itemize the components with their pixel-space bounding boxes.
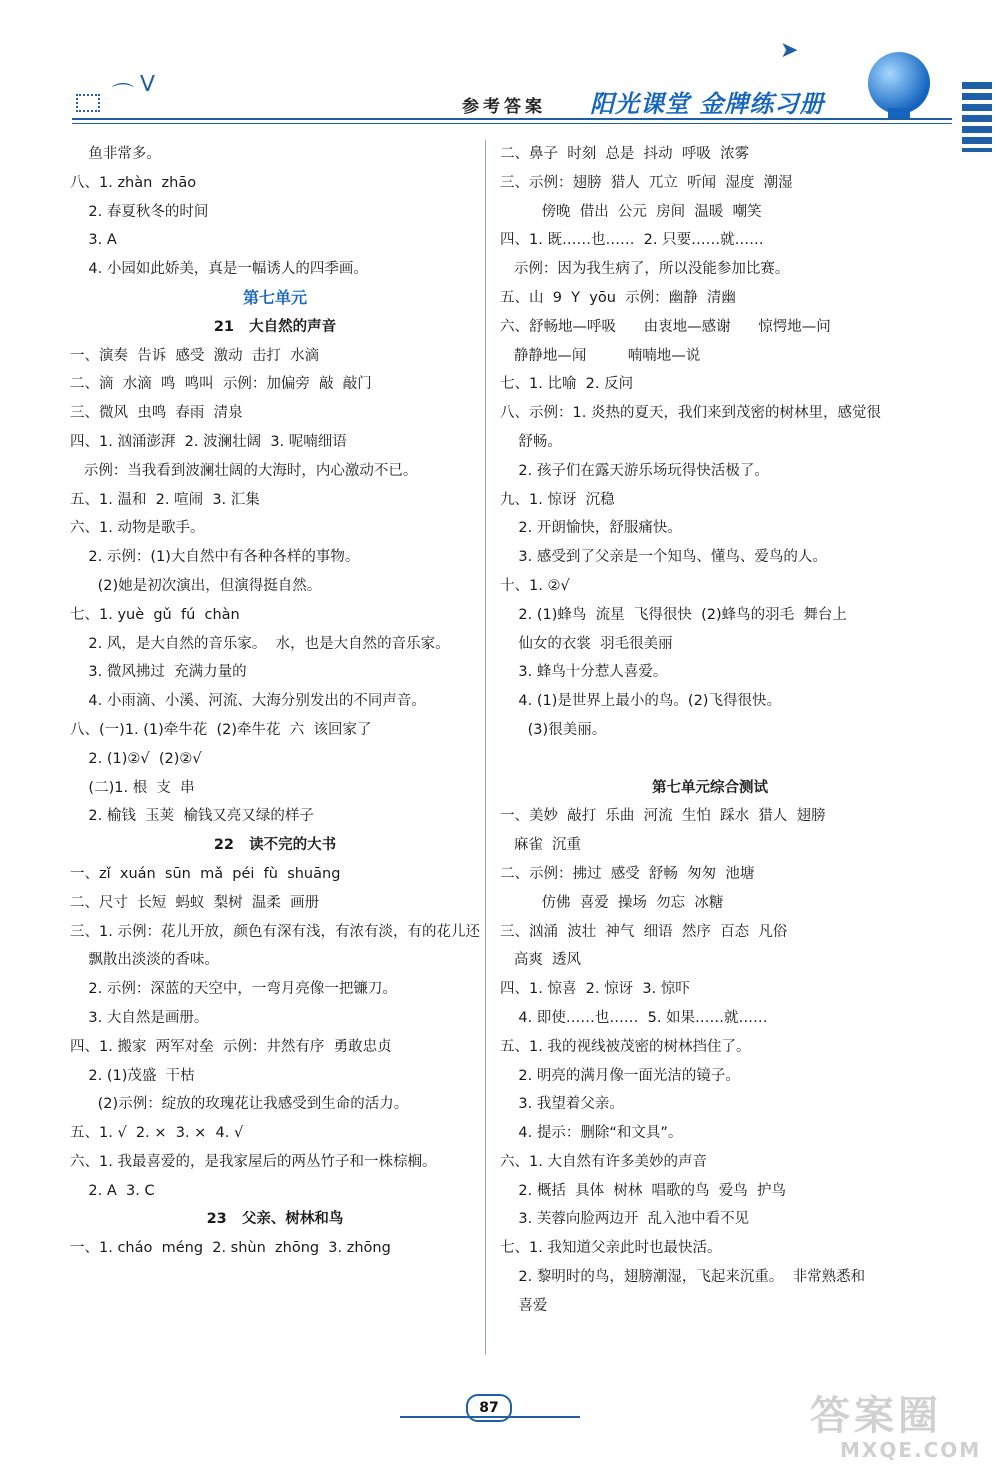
answer-line: 静静地—闻 喃喃地—说	[500, 347, 701, 364]
answer-line: 四、1. 既……也…… 2. 只要……就……	[500, 232, 764, 249]
answer-line: 十、1. ②√	[500, 577, 570, 594]
answer-line: (3)很美丽。	[500, 721, 607, 738]
answer-line: 3. 大自然是画册。	[70, 1009, 209, 1026]
answer-line: 四、1. 搬家 两军对垒 示例：井然有序 勇敢忠贞	[70, 1038, 392, 1055]
header-bars	[962, 82, 992, 152]
right-column	[500, 140, 920, 1321]
answer-line: 二、尺寸 长短 蚂蚁 梨树 温柔 画册	[70, 894, 320, 911]
answer-line: 九、1. 惊讶 沉稳	[500, 491, 615, 508]
answer-line: (二)1. 根 支 串	[70, 779, 195, 796]
answer-line: 五、山 9 Y yōu 示例：幽静 清幽	[500, 289, 736, 306]
answer-line: 八、1. zhàn zhāo	[70, 174, 197, 191]
answer-line: 三、汹涌 波壮 神气 细语 然序 百态 凡俗	[500, 923, 788, 940]
answer-line: 仙女的衣裳 羽毛很美丽	[500, 635, 673, 652]
answer-line: 八、示例：1. 炎热的夏天，我们来到茂密的树林里，感觉很	[500, 405, 881, 422]
answer-line: 一、1. cháo méng 2. shùn zhōng 3. zhōng	[70, 1240, 391, 1257]
section-heading: 第七单元综合测试	[652, 779, 768, 796]
answer-line: 四、1. 汹涌澎湃 2. 波澜壮阔 3. 呢喃细语	[70, 433, 347, 450]
answer-line: 高爽 透风	[500, 952, 582, 969]
bird-icon: ᐯ	[140, 72, 156, 97]
answer-line: 3. 微风拂过 充满力量的	[70, 664, 247, 681]
answer-label: 参考答案	[462, 97, 546, 117]
answer-line: 2. 春夏秋冬的时间	[70, 203, 209, 220]
answer-line: 飘散出淡淡的香味。	[70, 952, 219, 969]
header-rule	[72, 118, 952, 120]
answer-line: 五、1. 温和 2. 喧闹 3. 汇集	[70, 491, 260, 508]
column-divider	[485, 140, 486, 1355]
answer-line	[500, 745, 920, 774]
answer-line: 一、演奏 告诉 感受 激动 击打 水滴	[70, 347, 320, 364]
left-column	[70, 140, 480, 1263]
answer-line: 八、(一)1. (1)牵牛花 (2)牵牛花 六 该回家了	[70, 721, 372, 738]
watermark-logo: 答案圈	[810, 1393, 942, 1439]
answer-line: 2. 示例：深蓝的天空中，一弯月亮像一把镰刀。	[70, 981, 397, 998]
answer-line: 三、示例：翅膀 猎人 兀立 听闻 湿度 潮湿	[500, 174, 793, 191]
answer-line: 4. 小雨滴、小溪、河流、大海分别发出的不同声音。	[70, 693, 426, 710]
answer-line: 七、1. 我知道父亲此时也最快活。	[500, 1240, 722, 1257]
watermark-url: MXQE.COM	[840, 1438, 982, 1462]
bird-icon: ⌒	[112, 83, 135, 108]
section-heading: 23 父亲、树林和鸟	[206, 1211, 344, 1228]
section-heading: 21 大自然的声音	[213, 318, 337, 335]
bird-icon: ➤	[780, 38, 799, 63]
answer-line: 3. 蜂鸟十分惹人喜爱。	[500, 664, 668, 681]
answer-line: 喜爱	[500, 1297, 548, 1314]
header-decoration	[76, 94, 100, 112]
answer-line: 4. 小园如此娇美，真是一幅诱人的四季画。	[70, 261, 368, 278]
answer-line: 鱼非常多。	[70, 146, 161, 162]
answer-line: 二、滴 水滴 鸣 鸣叫 示例：加偏旁 敲 敲门	[70, 376, 372, 393]
answer-line: 示例：因为我生病了，所以没能参加比赛。	[500, 261, 790, 278]
answer-line: 傍晚 借出 公元 房间 温暖 嘲笑	[500, 203, 762, 220]
answer-line: 一、zǐ xuán sūn mǎ péi fù shuāng	[70, 865, 341, 882]
answer-line: 一、美妙 敲打 乐曲 河流 生怕 踩水 猎人 翅膀	[500, 808, 826, 825]
answer-line: 3. A	[70, 232, 117, 249]
answer-line: 六、1. 我最喜爱的，是我家屋后的两丛竹子和一株棕榈。	[70, 1153, 437, 1170]
answer-line: 五、1. √ 2. × 3. × 4. √	[70, 1125, 244, 1142]
answer-line: 二、示例：拂过 感受 舒畅 匆匆 池塘	[500, 865, 755, 882]
answer-line: 4. 即使……也…… 5. 如果……就……	[500, 1009, 768, 1026]
answer-line: 六、舒畅地—呼吸 由衷地—感谢 惊愕地—问	[500, 318, 831, 335]
answer-line: 麻雀 沉重	[500, 837, 582, 854]
answer-line: 3. 芙蓉向脸两边开 乱入池中看不见	[500, 1211, 750, 1228]
brand-title: 阳光课堂 金牌练习册	[590, 90, 825, 118]
answer-line: 2. (1)蜂鸟 流星 飞得很快 (2)蜂鸟的羽毛 舞台上	[500, 606, 847, 623]
answer-line: 3. 我望着父亲。	[500, 1096, 624, 1113]
page-header	[0, 0, 1000, 140]
answer-line: 三、1. 示例：花儿开放，颜色有深有浅，有浓有淡，有的花儿还	[70, 923, 480, 940]
answer-line: 七、1. yuè gǔ fú chàn	[70, 606, 240, 623]
answer-line: 五、1. 我的视线被茂密的树林挡住了。	[500, 1038, 751, 1055]
answer-line: 四、1. 惊喜 2. 惊讶 3. 惊吓	[500, 981, 690, 998]
answer-line: 二、鼻子 时刻 总是 抖动 呼吸 浓雾	[500, 146, 750, 162]
header-rule	[72, 123, 952, 124]
answer-line: 六、1. 动物是歌手。	[70, 520, 205, 537]
answer-line: 2. (1)②√ (2)②√	[70, 750, 202, 767]
answer-line: 2. A 3. C	[70, 1182, 155, 1199]
page-number: 87	[466, 1394, 512, 1422]
section-heading: 22 读不完的大书	[213, 837, 337, 854]
answer-line: (2)她是初次演出，但演得挺自然。	[70, 577, 322, 594]
answer-line: 2. 明亮的满月像一面光洁的镜子。	[500, 1067, 740, 1084]
answer-line: 3. 感受到了父亲是一个知鸟、懂鸟、爱鸟的人。	[500, 549, 827, 566]
answer-line: 舒畅。	[500, 433, 562, 450]
answer-line: 2. (1)茂盛 干枯	[70, 1067, 195, 1084]
answer-line: 2. 榆钱 玉荚 榆钱又亮又绿的样子	[70, 808, 314, 825]
answer-line: (2)示例：绽放的玫瑰花让我感受到生命的活力。	[70, 1096, 409, 1113]
globe-icon	[868, 52, 930, 114]
answer-line: 2. 开朗愉快，舒服痛快。	[500, 520, 682, 537]
answer-line: 仿佛 喜爱 操场 勿忘 冰糖	[500, 894, 724, 911]
answer-line: 六、1. 大自然有许多美妙的声音	[500, 1153, 707, 1170]
answer-line: 七、1. 比喻 2. 反问	[500, 376, 634, 393]
answer-line: 示例：当我看到波澜壮阔的大海时，内心激动不已。	[70, 462, 418, 479]
answer-line: 2. 示例：(1)大自然中有各种各样的事物。	[70, 549, 360, 566]
answer-line: 2. 风，是大自然的音乐家。 水，也是大自然的音乐家。	[70, 635, 450, 652]
answer-line: 4. 提示：删除“和文具”。	[500, 1125, 683, 1142]
answer-line: 2. 概括 具体 树林 唱歌的鸟 爱鸟 护鸟	[500, 1182, 786, 1199]
answer-line: 三、微风 虫鸣 春雨 清泉	[70, 405, 243, 422]
section-heading: 第七单元	[242, 287, 307, 307]
answer-line: 2. 黎明时的鸟，翅膀潮湿，飞起来沉重。 非常熟悉和	[500, 1269, 866, 1286]
answer-line: 2. 孩子们在露天游乐场玩得快活极了。	[500, 462, 769, 479]
answer-line: 4. (1)是世界上最小的鸟。(2)飞得很快。	[500, 693, 781, 710]
